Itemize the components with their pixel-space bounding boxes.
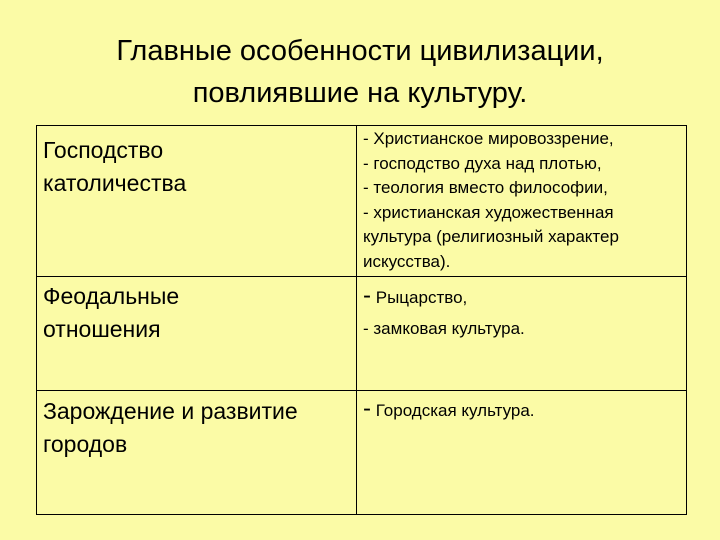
feature-label-line: католичества	[43, 170, 187, 196]
influence-line: - господство духа над плотью,	[363, 153, 602, 173]
row-3-influence-cell	[357, 391, 687, 515]
influence-line: Городская культура.	[375, 401, 535, 420]
dash-marker: -	[363, 282, 371, 309]
feature-label-line: отношения	[43, 316, 161, 342]
title-line-1: Главные особенности цивилизации,	[116, 35, 604, 67]
row-3-feature-cell	[37, 391, 357, 515]
features-table	[36, 125, 687, 515]
row-2-influence-cell	[357, 277, 687, 391]
influence-line: культура (религиозный характер	[363, 227, 619, 246]
feature-label-line: Феодальные	[43, 283, 180, 309]
slide-title	[0, 30, 720, 114]
influence-line: Рыцарство,	[375, 288, 468, 307]
row-1-feature-cell	[37, 126, 357, 277]
table-row	[37, 126, 687, 277]
influence-line: - христианская художественная	[363, 202, 614, 222]
influence-line: - Христианское мировоззрение,	[363, 129, 614, 148]
dash-marker: -	[363, 395, 371, 422]
influence-line: - теология вместо философии,	[363, 178, 608, 197]
title-line-2: повлиявшие на культуру.	[192, 77, 528, 109]
row-1-influence-cell	[357, 126, 687, 277]
feature-label-line: Господство	[43, 137, 164, 163]
table-row	[37, 277, 687, 391]
table-row	[37, 391, 687, 515]
feature-label-line: городов	[43, 431, 128, 457]
influence-line: - замковая культура.	[363, 319, 525, 338]
row-2-feature-cell	[37, 277, 357, 391]
feature-label-line: Зарождение и развитие	[43, 398, 298, 424]
influence-line: искусства).	[363, 251, 451, 271]
